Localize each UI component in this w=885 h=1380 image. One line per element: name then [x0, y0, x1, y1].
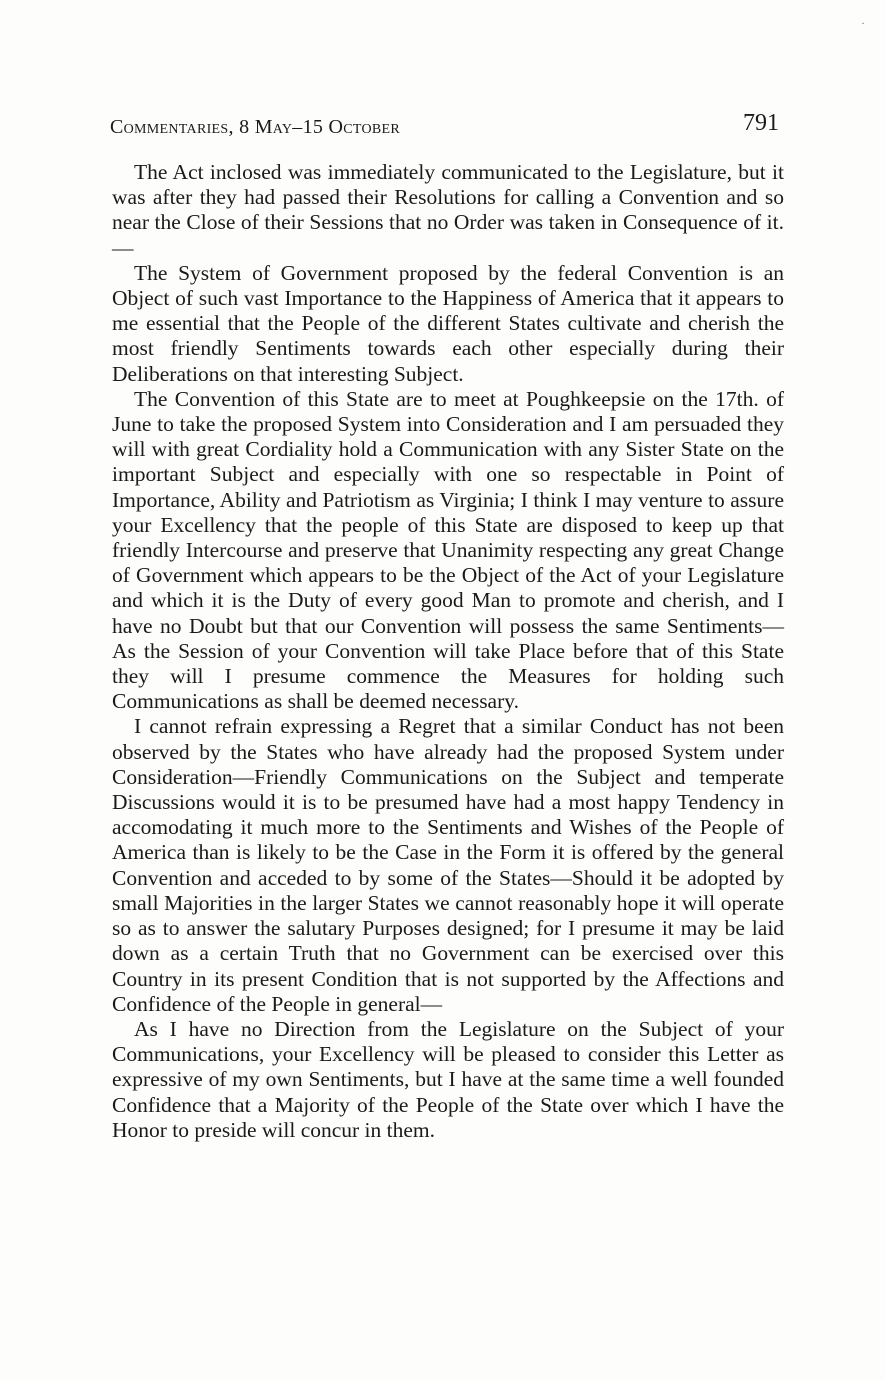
paragraph: As I have no Direction from the Legislature on the Subject of your Communications, your Excellency will be pleased to consider this Letter as expressive of my own Sentiments, but I have at the same time a well founded Confidence that a Majority of the People of the State over which I have the Honor to preside will concur in them. — [112, 1016, 784, 1142]
paragraph: The System of Government proposed by the federal Convention is an Object of such vast Importance to the Happiness of America that it appears to me essential that the People of the different States cultivate and cherish the most friendly Sentiments towards each other especially during their Deliberations on that interesting Subject. — [112, 260, 784, 386]
page-header — [110, 110, 779, 144]
paragraph: I cannot refrain expressing a Regret that a similar Conduct has not been observed by the States who have already had the proposed System under Consideration—Friendly Communications on the Subject and temperate Discussions would it is to be presumed have had a most happy Tendency in accomodating it much more to the Sentiments and Wishes of the People of America than is likely to be the Case in the Form it is offered by the general Convention and acceded to by some of the States—Should it be adopted by small Majorities in the larger States we cannot reasonably hope it will operate so as to answer the salutary Purposes designed; for I presume it may be laid down as a certain Truth that no Government can be exercised over this Country in its present Condition that is not supported by the Affections and Confidence of the People in general— — [112, 714, 784, 1016]
paragraph: The Convention of this State are to meet at Poughkeepsie on the 17th. of June to take the proposed System into Consideration and I am persuaded they will with great Cordiality hold a Communication with any Sister State on the important Subject and especially with one so respectable in Point of Importance, Ability and Patriotism as Virginia; I think I may venture to assure your Excellency that the people of this State are disposed to keep up that friendly Intercourse and preserve that Unanimity respecting any great Change of Government which appears to be the Object of the Act of your Legislature and which it is the Duty of every good Man to promote and cherish, and I have no Doubt but that our Convention will possess the same Sentiments—As the Session of your Convention will take Place before that of this State they will I presume commence the Measures for holding such Communications as shall be deemed necessary. — [112, 386, 784, 714]
paragraph: The Act inclosed was immediately communicated to the Legislature, but it was after they had passed their Resolutions for calling a Convention and so near the Close of their Sessions that no Order was taken in Consequence of it.— — [112, 160, 784, 260]
running-head: Commentaries, 8 May–15 October — [110, 116, 401, 138]
corner-mark: · — [861, 16, 865, 30]
page-number: 791 — [743, 110, 779, 136]
body-text — [112, 160, 784, 1143]
